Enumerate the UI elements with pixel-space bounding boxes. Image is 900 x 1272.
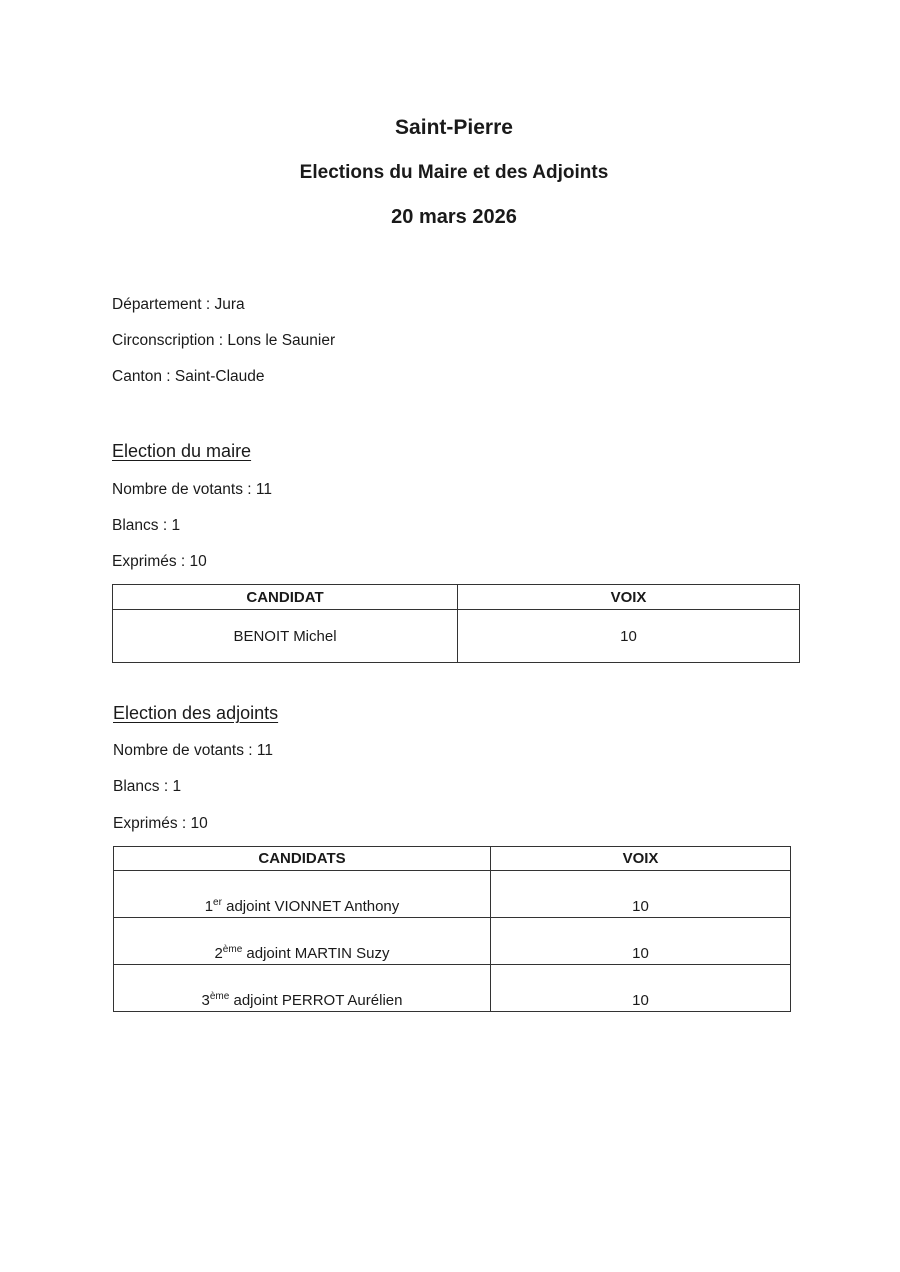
- document-title: Elections du Maire et des Adjoints: [299, 162, 609, 183]
- departement-line: Département : Jura: [112, 296, 245, 313]
- vote-count: 10: [491, 965, 791, 1012]
- adjoints-exprimes: Exprimés : 10: [113, 815, 208, 832]
- adjoint-rank: 2: [214, 945, 223, 962]
- adjoints-votants: Nombre de votants : 11: [113, 742, 273, 759]
- adjoints-section-heading: Election des adjoints: [113, 703, 279, 723]
- column-header-voix: VOIX: [491, 847, 791, 871]
- table-row: [114, 871, 791, 918]
- candidate-cell: [114, 965, 491, 1012]
- table-row: [114, 918, 791, 965]
- candidate-cell: [114, 871, 491, 918]
- column-header-candidats: CANDIDATS: [114, 847, 491, 871]
- circonscription-line: Circonscription : Lons le Saunier: [112, 332, 336, 349]
- canton-line: Canton : Saint-Claude: [112, 368, 265, 385]
- adjoint-rank: 3: [201, 992, 210, 1009]
- candidate-name: adjoint VIONNET Anthony: [221, 898, 400, 915]
- rank-suffix: ème: [222, 944, 243, 955]
- table-row: [113, 610, 800, 663]
- column-header-voix: VOIX: [458, 585, 800, 610]
- rank-suffix: er: [213, 897, 222, 908]
- maire-exprimes: Exprimés : 10: [112, 553, 207, 570]
- maire-results-table: [112, 584, 800, 663]
- vote-count: 10: [491, 918, 791, 965]
- table-row: [114, 965, 791, 1012]
- table-header-row: [114, 847, 791, 871]
- candidate-name: adjoint PERROT Aurélien: [229, 992, 403, 1009]
- rank-suffix: ème: [209, 991, 230, 1002]
- vote-count: 10: [458, 610, 800, 663]
- candidate-name: adjoint MARTIN Suzy: [242, 945, 390, 962]
- maire-votants: Nombre de votants : 11: [112, 481, 272, 498]
- column-header-candidat: CANDIDAT: [113, 585, 458, 610]
- vote-count: 10: [491, 871, 791, 918]
- maire-blancs: Blancs : 1: [112, 517, 181, 534]
- maire-section-heading: Election du maire: [112, 441, 252, 461]
- adjoints-results-table: [113, 846, 791, 1012]
- commune-title: Saint-Pierre: [395, 116, 513, 139]
- table-header-row: [113, 585, 800, 610]
- candidate-name: BENOIT Michel: [113, 610, 458, 663]
- candidate-cell: [114, 918, 491, 965]
- adjoints-blancs: Blancs : 1: [113, 778, 182, 795]
- adjoint-rank: 1: [204, 898, 214, 915]
- election-date: 20 mars 2026: [391, 206, 517, 228]
